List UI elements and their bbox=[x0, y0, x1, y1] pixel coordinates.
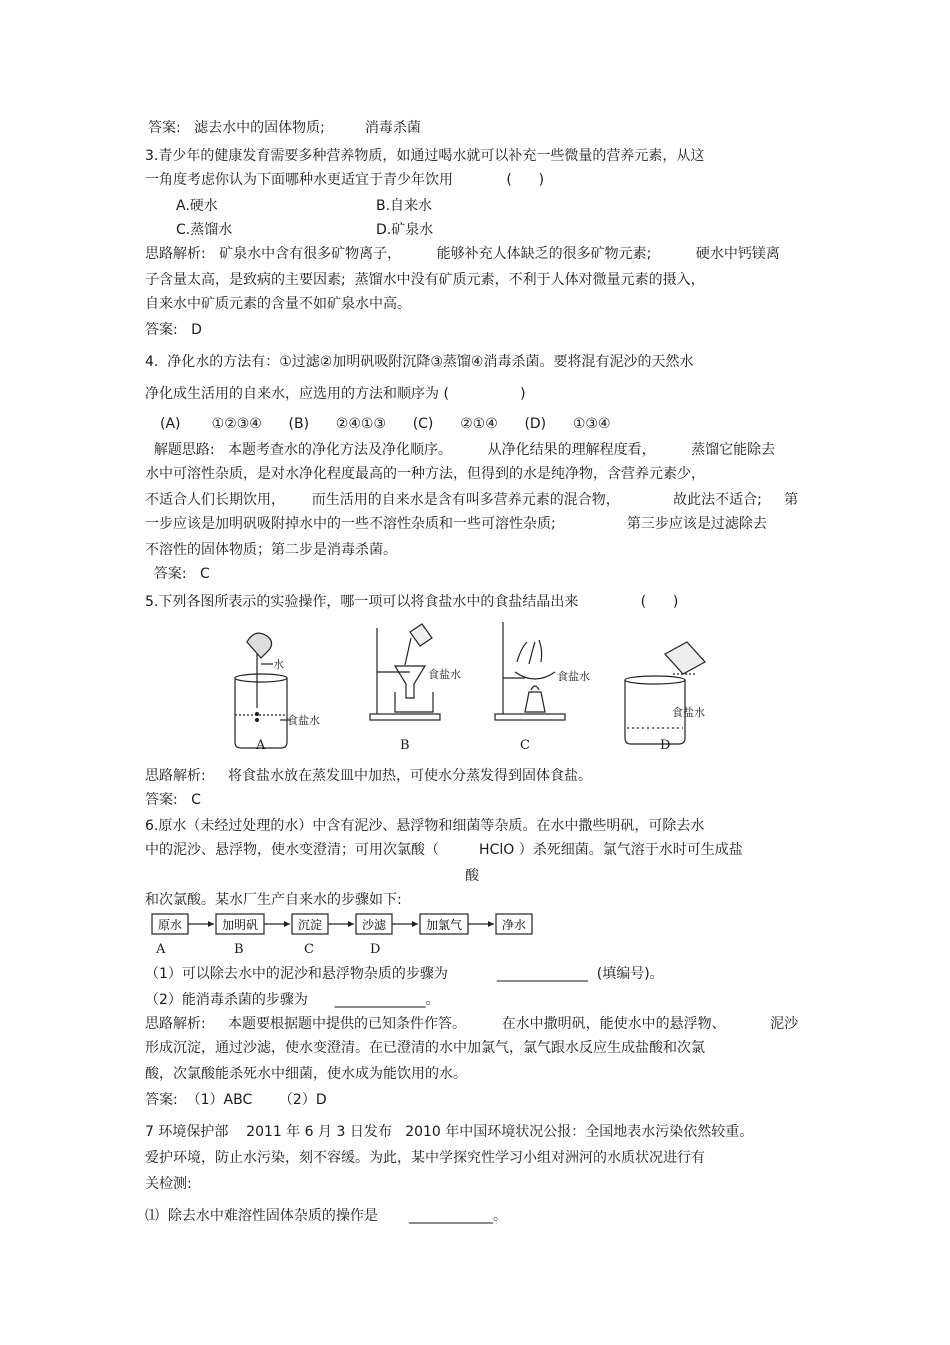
explanation-line: 自来水中矿质元素的含量不如矿泉水中高。 bbox=[145, 296, 411, 312]
question-7-stem-cont: 关检测: bbox=[145, 1176, 192, 1192]
explanation-line: 酸，次氯酸能杀死水中细菌，使水成为能饮用的水。 bbox=[145, 1066, 467, 1082]
question-4-stem-cont: 净化成生活用的自来水，应选用的方法和顺序为 ( ) bbox=[145, 386, 526, 402]
answer-line: 答案: C bbox=[145, 792, 201, 808]
explanation-line: 思路解析: 将食盐水放在蒸发皿中加热，可使水分蒸发得到固体食盐。 bbox=[145, 768, 592, 784]
explanation-line: 思路解析: 本题要根据题中提供的已知条件作答。 在水中撒明矾，能使水中的悬浮物、 泥沙 bbox=[145, 1016, 799, 1032]
salt-water-label: 食盐水 bbox=[557, 670, 590, 683]
question-3-stem-cont: 一角度考虑你认为下面哪种水更适宜于青少年饮用 ( ) bbox=[145, 172, 545, 188]
question-7-stem-cont: 爱护环境，防止水污染，刻不容缓。为此，某中学探究性学习小组对洲河的水质状况进行有 bbox=[145, 1150, 705, 1166]
question-4-stem: 4. 净化水的方法有：①过滤②加明矾吸附沉降③蒸馏④消毒杀菌。要将混有泥沙的天然水 bbox=[145, 354, 694, 370]
answer-line: 答案: （1）ABC （2）D bbox=[145, 1092, 327, 1108]
process-step: 净水 bbox=[501, 918, 527, 932]
option-a: A.硬水 bbox=[176, 198, 218, 214]
figure-label-d: D bbox=[660, 738, 671, 753]
answer-line: 答案: D bbox=[145, 322, 202, 338]
figure-label-b: B bbox=[400, 738, 410, 753]
water-label: 水 bbox=[273, 658, 284, 671]
salt-water-label: 食盐水 bbox=[672, 706, 705, 719]
process-letter: B bbox=[234, 942, 244, 957]
question-3-stem: 3.青少年的健康发育需要多种营养物质，如通过喝水就可以补充一些微量的营养元素，从这 bbox=[145, 148, 705, 164]
sub-question: ⑴ 除去水中难溶性固体杂质的操作是 ____________。 bbox=[145, 1208, 508, 1224]
option-d: D.矿泉水 bbox=[376, 222, 434, 238]
question-7-stem: 7 环境保护部 2011 年 6 月 3 日发布 2010 年中国环境状况公报：全国地表水污染依然较重。 bbox=[145, 1124, 754, 1140]
explanation-line: 不溶性的固体物质；第二步是消毒杀菌。 bbox=[145, 542, 397, 558]
salt-water-label: 食盐水 bbox=[287, 714, 320, 727]
figure-label-c: C bbox=[520, 738, 530, 753]
explanation-line: 思路解析: 矿泉水中含有很多矿物离子， 能够补充人体缺乏的很多矿物元素; 硬水中钙镁离 bbox=[145, 246, 780, 262]
option-c: C.蒸馏水 bbox=[176, 222, 233, 238]
question-5-stem: 5.下列各图所表示的实验操作，哪一项可以将食盐水中的食盐结晶出来 ( ) bbox=[145, 594, 679, 610]
process-step: 原水 bbox=[157, 918, 183, 932]
explanation-line: 形成沉淀，通过沙滤，使水变澄清。在已澄清的水中加氯气，氯气跟水反应生成盐酸和次氯 bbox=[145, 1040, 705, 1056]
explanation-line: 解题思路: 本题考查水的净化方法及净化顺序。 从净化结果的理解程度看， 蒸馏它能除去 bbox=[145, 442, 776, 458]
question-6-stem-cont: 酸 bbox=[465, 868, 479, 884]
process-letter: C bbox=[304, 942, 314, 957]
process-step: 沙滤 bbox=[361, 918, 387, 932]
process-step: 沉淀 bbox=[297, 918, 323, 932]
process-step: 加明矾 bbox=[221, 918, 259, 932]
process-letter: A bbox=[156, 942, 166, 957]
option-b: B.自来水 bbox=[376, 198, 433, 214]
answer-line: 答案: 滤去水中的固体物质; 消毒杀菌 bbox=[148, 120, 421, 136]
figure-d bbox=[625, 642, 705, 744]
sub-question: （2）能消毒杀菌的步骤为 _____________。 bbox=[145, 992, 440, 1008]
figure-a bbox=[235, 633, 291, 748]
process-letter: D bbox=[370, 942, 381, 957]
experiment-figure bbox=[225, 620, 725, 760]
answer-line: 答案: C bbox=[145, 566, 210, 582]
salt-water-label: 食盐水 bbox=[428, 668, 461, 681]
question-6-stem-cont: 和次氯酸。某水厂生产自来水的步骤如下: bbox=[145, 892, 402, 908]
question-6-stem-cont: 中的泥沙、悬浮物，使水变澄清；可用次氯酸（ HClO ）杀死细菌。氯气溶于水时可生成盐 bbox=[145, 842, 743, 858]
explanation-line: 子含量太高，是致病的主要因素; 蒸馏水中没有矿质元素，不利于人体对微量元素的摄入， bbox=[145, 272, 705, 288]
figure-label-a: A bbox=[256, 738, 266, 753]
explanation-line: 不适合人们长期饮用， 而生活用的自来水是含有叫多营养元素的混合物， 故此法不适合; 第 bbox=[145, 492, 799, 508]
explanation-line: 一步应该是加明矾吸附掉水中的一些不溶性杂质和一些可溶性杂质; 第三步应该是过滤除去 bbox=[145, 516, 767, 532]
explanation-line: 水中可溶性杂质，是对水净化程度最高的一种方法，但得到的水是纯净物，含营养元素少， bbox=[145, 466, 705, 482]
sub-question: （1）可以除去水中的泥沙和悬浮物杂质的步骤为 _____________ (填编号)。 bbox=[145, 966, 664, 982]
figure-c bbox=[495, 622, 565, 720]
question-6-stem: 6.原水（未经过处理的水）中含有泥沙、悬浮物和细菌等杂质。在水中撒些明矾，可除去水 bbox=[145, 818, 705, 834]
process-step: 加氯气 bbox=[425, 918, 463, 932]
process-flow bbox=[150, 912, 550, 938]
question-4-options: (A) ①②③④ (B) ②④①③ (C) ②①④ (D) ①③④ bbox=[160, 416, 611, 432]
